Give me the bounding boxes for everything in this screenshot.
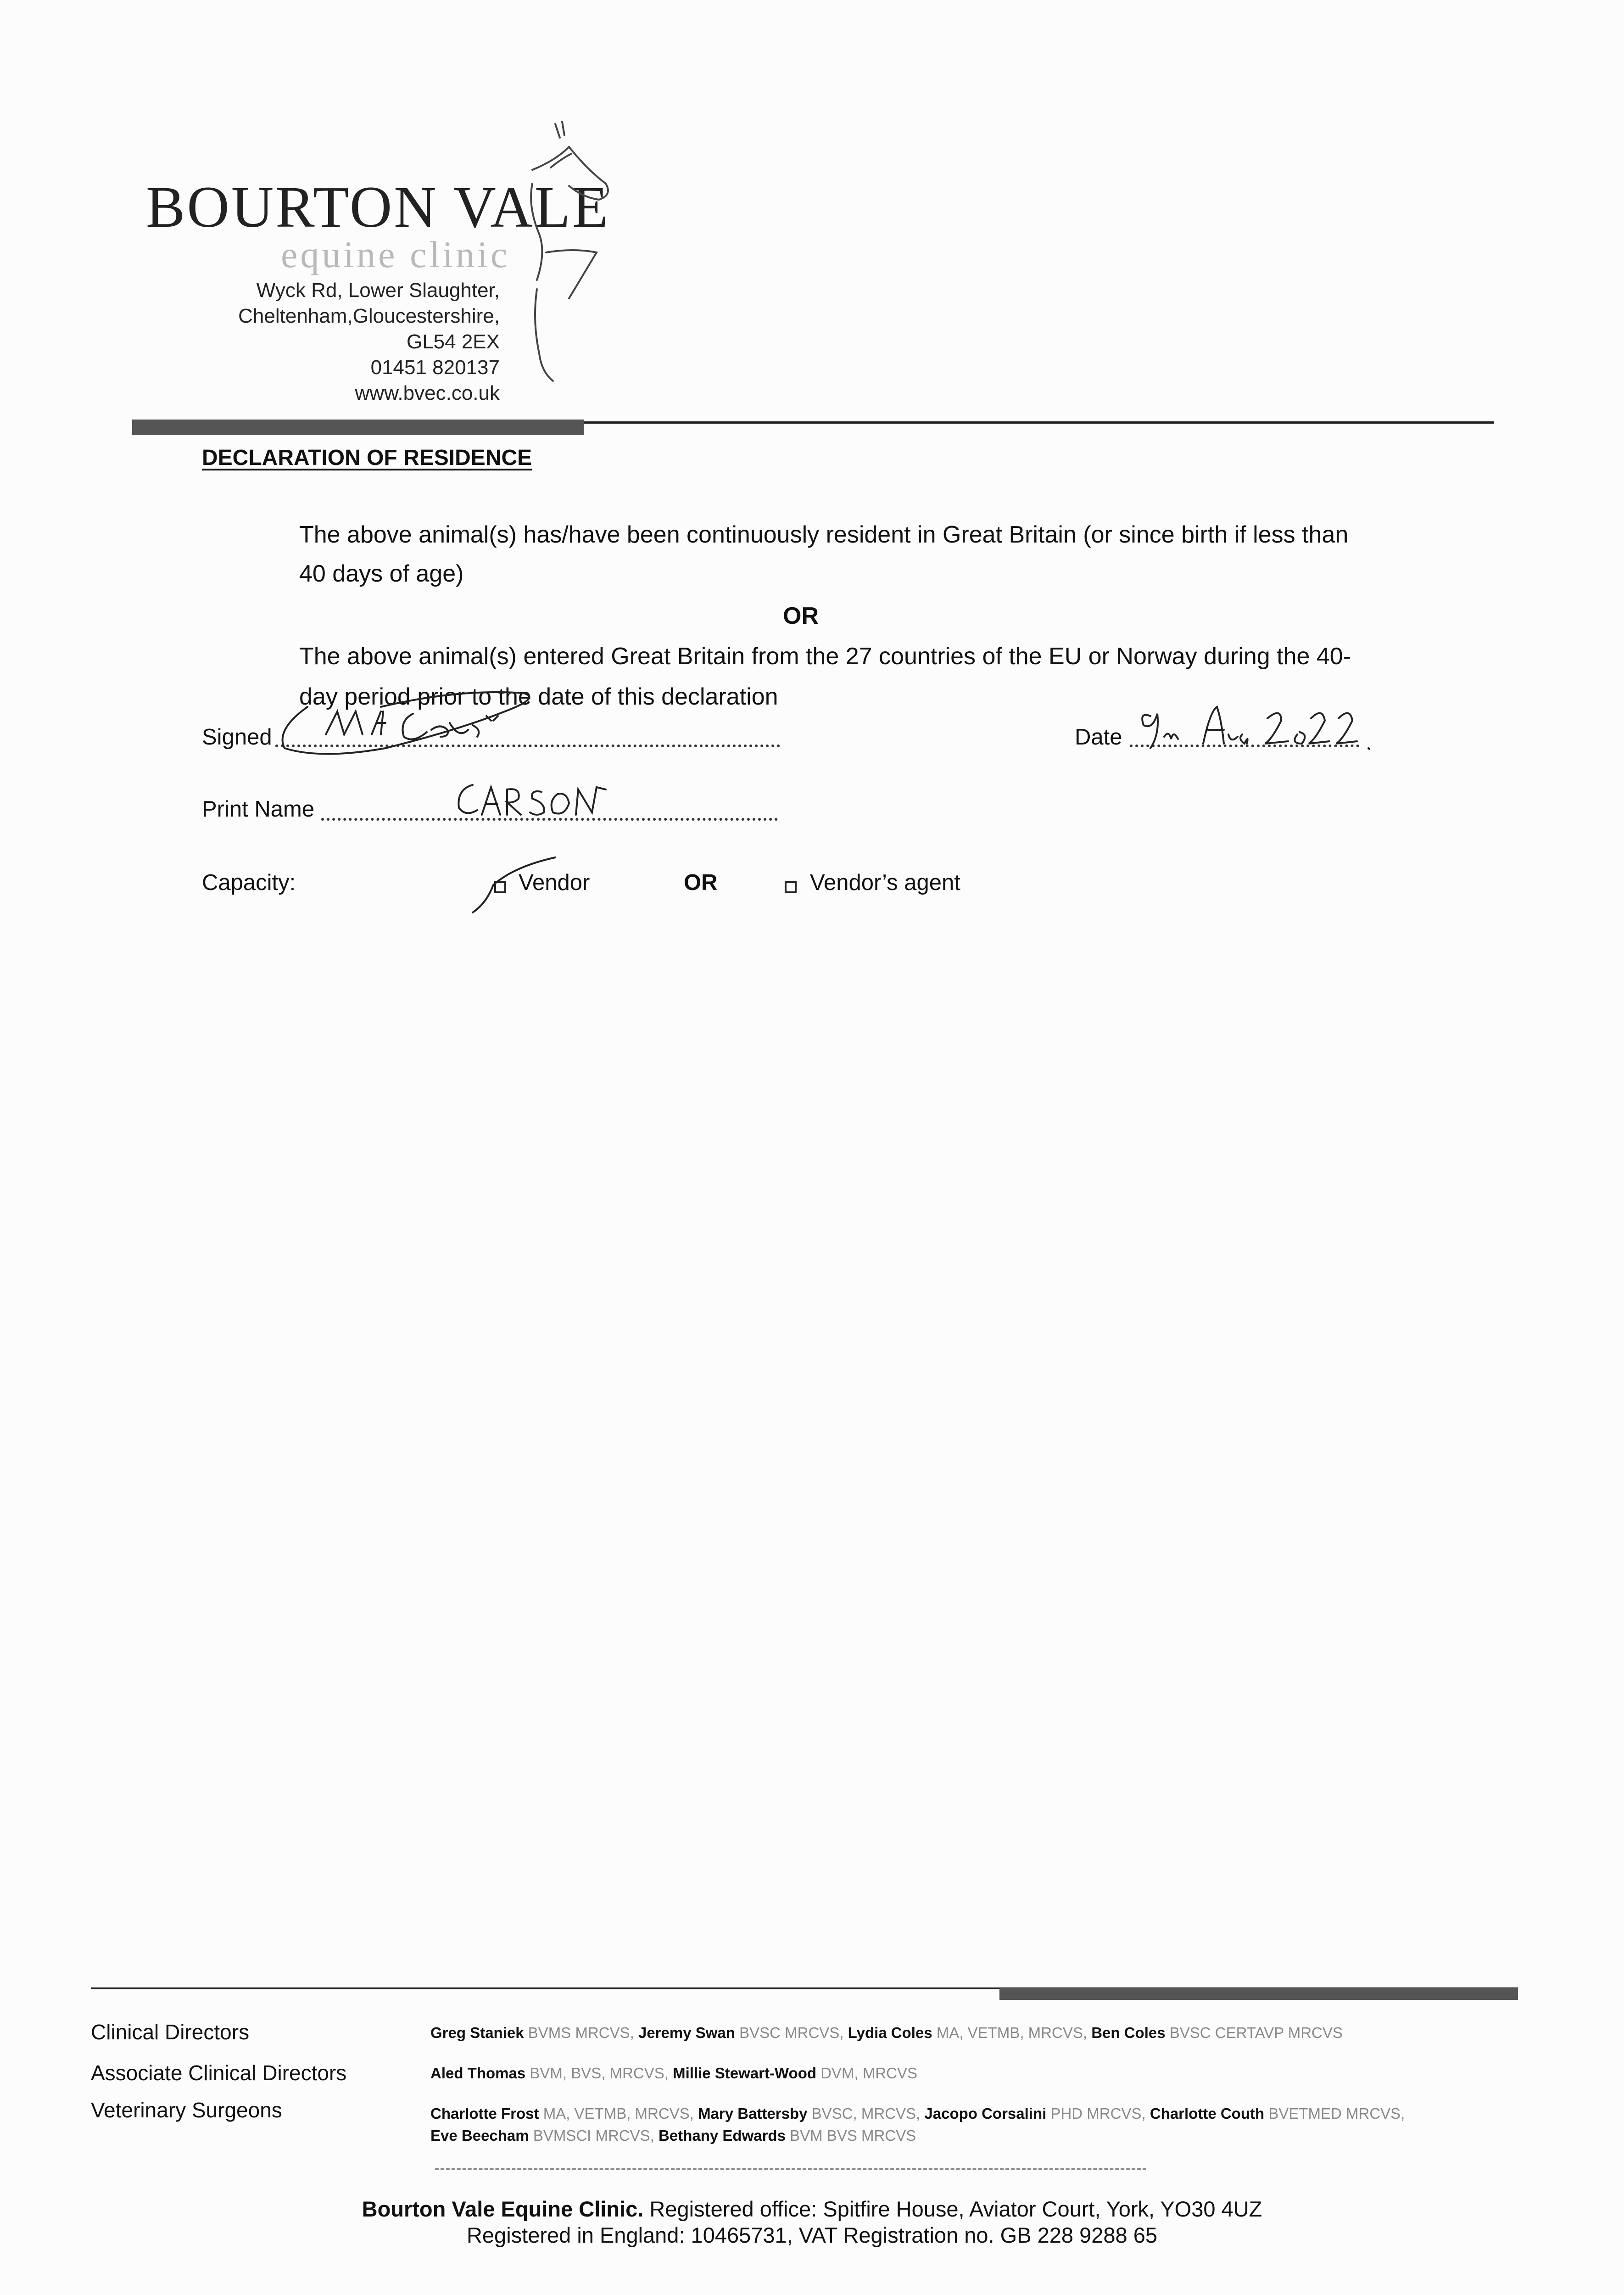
associate-directors-label: Associate Clinical Directors — [91, 2061, 347, 2085]
brand-subtitle: equine clinic — [281, 234, 510, 275]
vets-list-line1: Charlotte Frost MA, VETMB, MRCVS, Mary Battersby BVSC, MRCVS, Jacopo Corsalini PHD MRCVS, Charlotte Couth BVETMED MRCVS, — [430, 2105, 1405, 2122]
footer-divider — [435, 2168, 1146, 2170]
declaration-heading: DECLARATION OF RESIDENCE — [202, 446, 532, 470]
registered-office: Bourton Vale Equine Clinic. Registered office: Spitfire House, Aviator Court, York, YO30 4UZ — [362, 2197, 1262, 2221]
declaration-para1-line1: The above animal(s) has/have been continuously resident in Great Britain (or since birth if less than — [299, 521, 1349, 548]
header-rule-accent — [132, 420, 584, 435]
clinical-directors-label: Clinical Directors — [91, 2020, 250, 2044]
declaration-or: OR — [783, 603, 819, 629]
clinical-directors-list: Greg Staniek BVMS MRCVS, Jeremy Swan BVSC MRCVS, Lydia Coles MA, VETMB, MRCVS, Ben Coles BVSC CERTAVP MRCVS — [430, 2024, 1343, 2041]
declaration-para2-line2: day period prior to the date of this declaration — [299, 683, 778, 710]
vets-list-line2: Eve Beecham BVMSCI MRCVS, Bethany Edwards BVM BVS MRCVS — [430, 2127, 916, 2144]
signed-label: Signed — [202, 725, 272, 750]
vets-label: Veterinary Surgeons — [91, 2098, 282, 2122]
date-label: Date — [1075, 725, 1122, 750]
vendor-agent-option-label: Vendor’s agent — [810, 870, 960, 895]
declaration-para2-line1: The above animal(s) entered Great Britain from the 27 countries of the EU or Norway during the 40- — [299, 643, 1351, 670]
vendor-agent-checkbox[interactable] — [785, 881, 797, 893]
print-name-label: Print Name — [202, 797, 315, 822]
associate-directors-list: Aled Thomas BVM, BVS, MRCVS, Millie Stewart-Wood DVM, MRCVS — [430, 2065, 918, 2082]
address-line-phone: 01451 820137 — [370, 356, 500, 379]
footer-rule-accent — [999, 1988, 1518, 2000]
declaration-para1-line2: 40 days of age) — [299, 560, 464, 587]
address-line-website: www.bvec.co.uk — [355, 382, 500, 404]
registration-numbers: Registered in England: 10465731, VAT Registration no. GB 228 9288 65 — [466, 2223, 1158, 2247]
vendor-option-label: Vendor — [519, 870, 590, 895]
horse-logo-icon — [519, 115, 624, 390]
brand-name: BOURTON VALE — [146, 174, 610, 240]
address-line-street: Wyck Rd, Lower Slaughter, — [256, 279, 500, 302]
date-handwritten-value[interactable] — [1130, 693, 1387, 757]
print-name-handwritten-value[interactable] — [454, 776, 629, 826]
capacity-or: OR — [684, 870, 718, 895]
signature-field[interactable] — [266, 679, 656, 771]
address-line-town: Cheltenham,Gloucestershire, — [238, 305, 500, 327]
capacity-label: Capacity: — [202, 870, 296, 895]
address-line-postcode: GL54 2EX — [406, 330, 500, 353]
